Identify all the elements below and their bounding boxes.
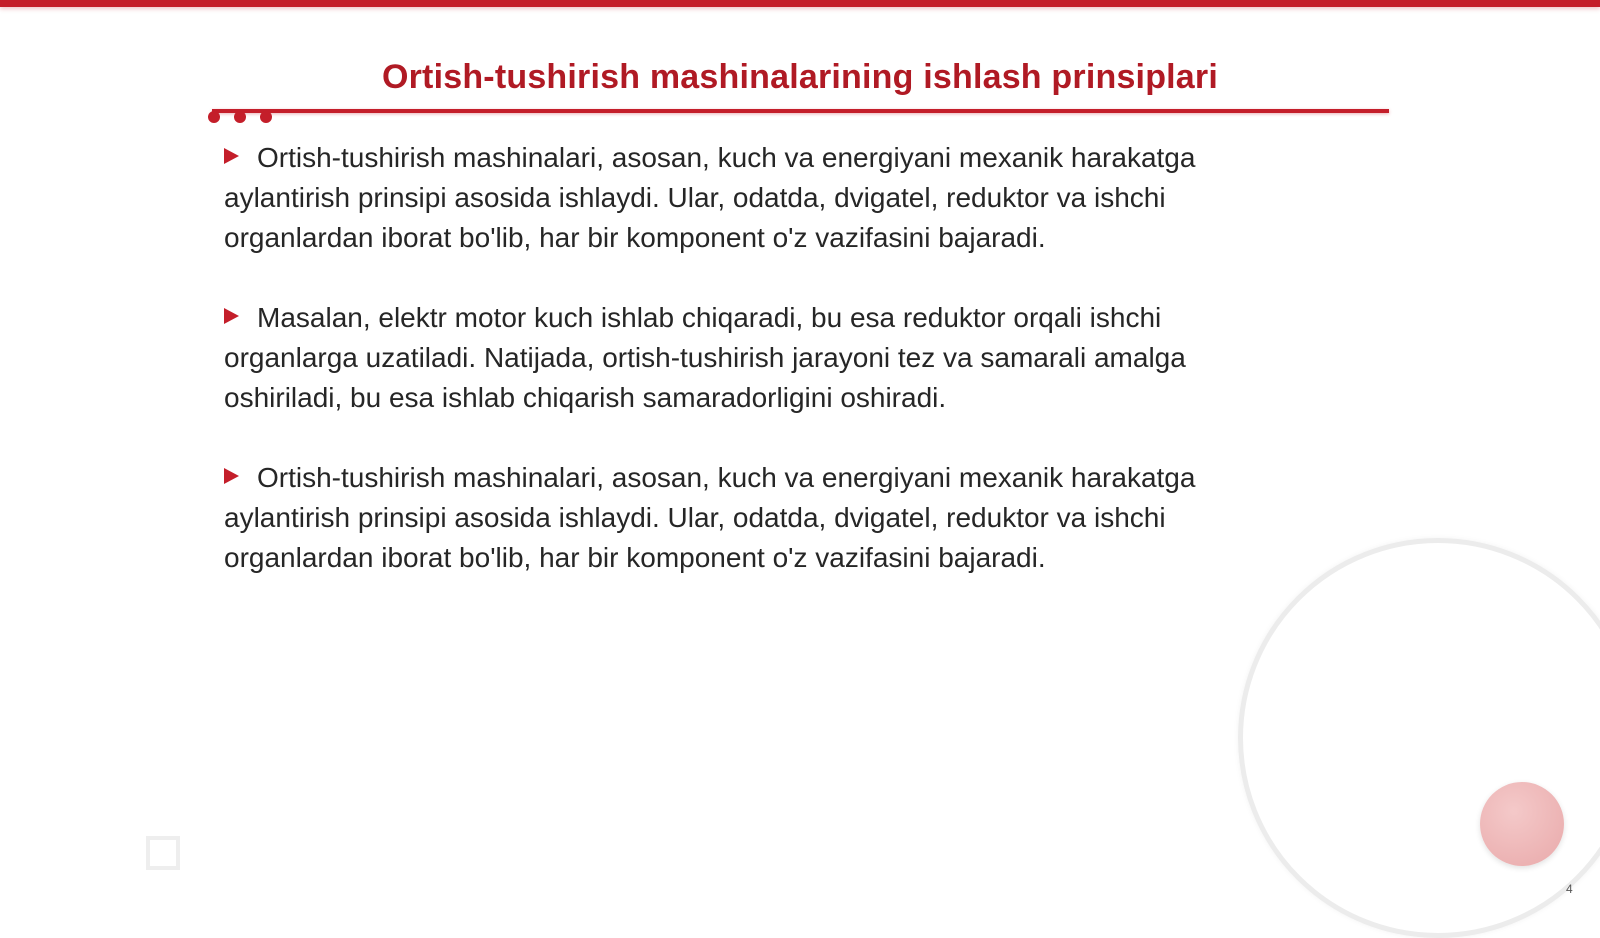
underline-dot — [208, 111, 220, 123]
triangle-right-icon — [224, 308, 239, 324]
triangle-right-icon — [224, 148, 239, 164]
decorative-square — [146, 836, 180, 870]
bullet-item — [224, 298, 1284, 418]
top-accent-bar — [0, 0, 1600, 7]
page-number: 4 — [1566, 882, 1573, 896]
bullet-item — [224, 138, 1284, 258]
decorative-ring — [1238, 538, 1600, 938]
title-underline — [212, 109, 1389, 113]
slide-title: Ortish-tushirish mashinalarining ishlash prinsiplari — [381, 58, 1218, 96]
bullet-item — [224, 458, 1284, 578]
decorative-circle — [1480, 782, 1564, 866]
bullet-text: Ortish-tushirish mashinalari, asosan, kuch va energiyani mexanik harakatga aylantirish prinsipi asosida ishlaydi. Ular, odatda, dvigatel, reduktor va ishchi organlardan iborat bo'lib, har bir komponent o'z vazifasini bajaradi. — [224, 142, 1196, 253]
triangle-right-icon — [224, 468, 239, 484]
underline-dot — [260, 111, 272, 123]
bullet-text: Masalan, elektr motor kuch ishlab chiqaradi, bu esa reduktor orqali ishchi organlarga uzatiladi. Natijada, ortish-tushirish jarayoni tez va samarali amalga oshiriladi, bu esa ishlab chiqarish samaradorligini oshiradi. — [224, 302, 1186, 413]
slide-body — [224, 138, 1284, 618]
bullet-text: Ortish-tushirish mashinalari, asosan, kuch va energiyani mexanik harakatga aylantirish prinsipi asosida ishlaydi. Ular, odatda, dvigatel, reduktor va ishchi organlardan iborat bo'lib, har bir komponent o'z vazifasini bajaradi. — [224, 462, 1196, 573]
underline-dot — [234, 111, 246, 123]
